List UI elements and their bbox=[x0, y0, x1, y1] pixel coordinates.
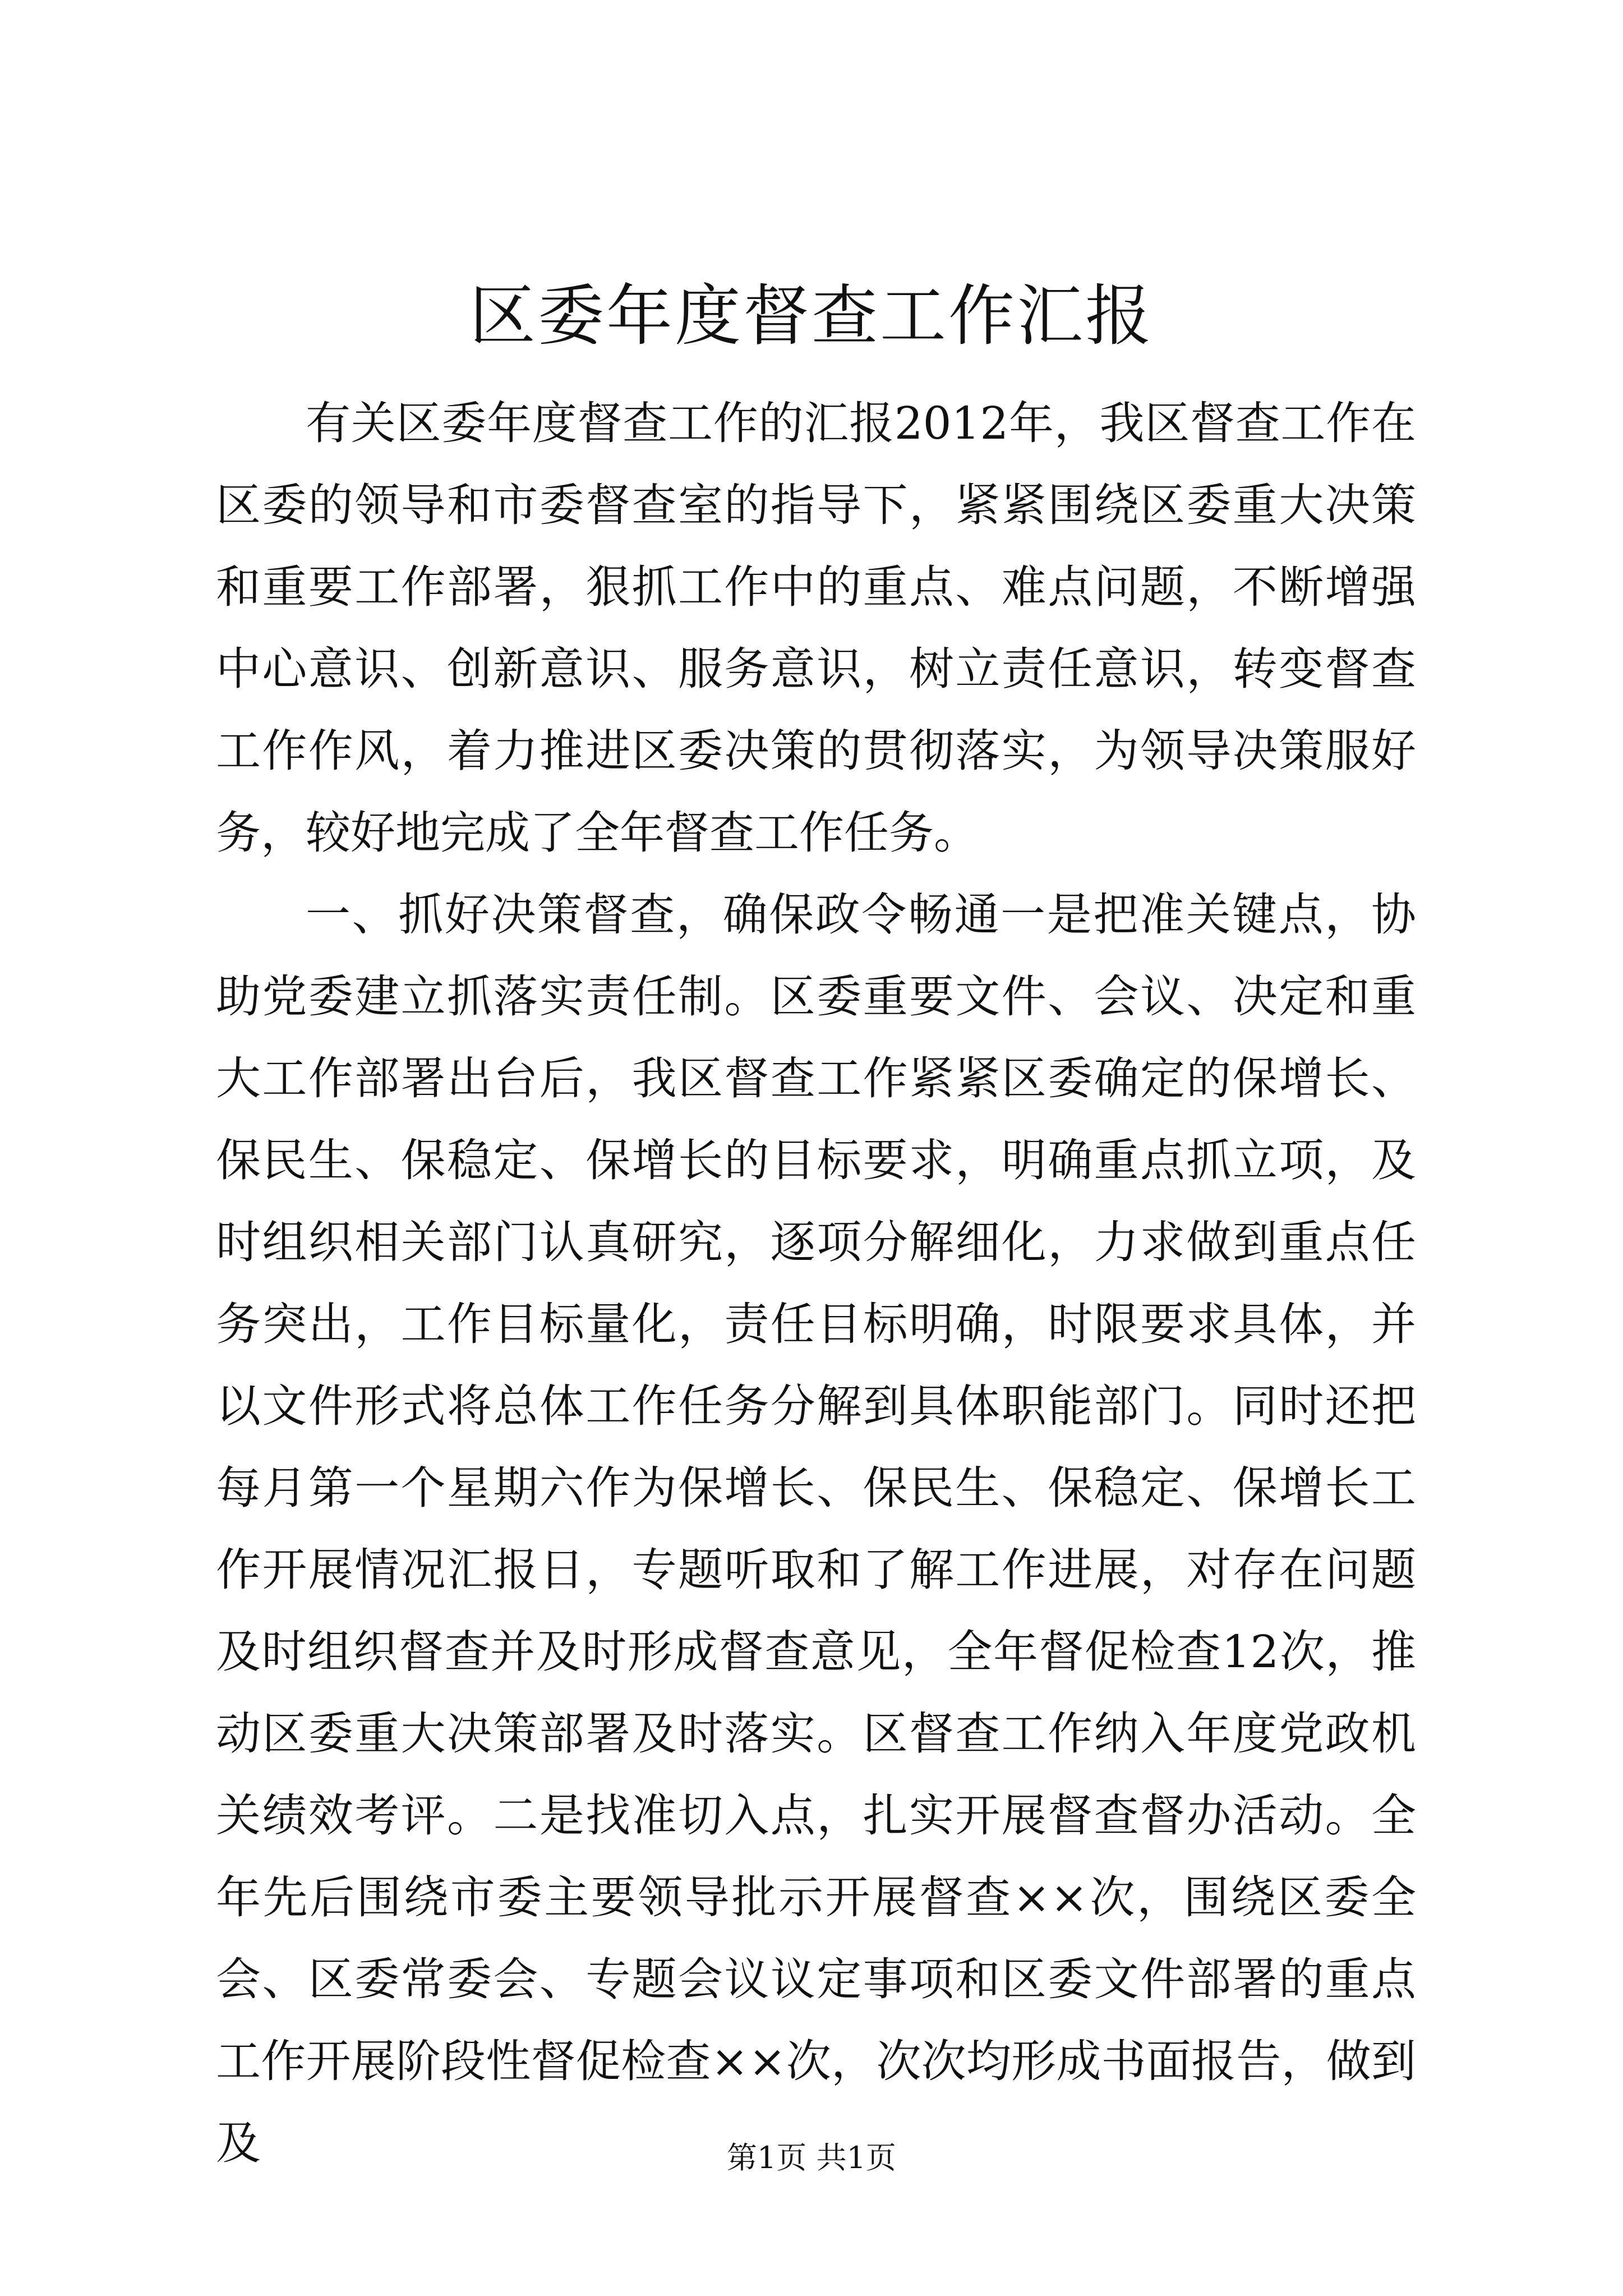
paragraph-intro: 有关区委年度督查工作的汇报2012年，我区督查工作在区委的领导和市委督查室的指导下，紧紧围绕区委重大决策和重要工作部署，狠抓工作中的重点、难点问题，不断增强中心意识、创新意识、服务意识，树立责任意识，转变督查工作作风，着力推进区委决策的贯彻落实，为领导决策服好务，较好地完成了全年督查工作任务。 bbox=[216, 397, 1416, 859]
paragraph-section-one: 一、抓好决策督查，确保政令畅通一是把准关键点，协助党委建立抓落实责任制。区委重要文件、会议、决定和重大工作部署出台后，我区督查工作紧紧区委确定的保增长、保民生、保稳定、保增长的目标要求，明确重点抓立项，及时组织相关部门认真研究，逐项分解细化，力求做到重点任务突出，工作目标量化，责任目标明确，时限要求具体，并以文件形式将总体工作任务分解到具体职能部门。同时还把每月第一个星期六作为保增长、保民生、保稳定、保增长工作开展情况汇报日，专题听取和了解工作进展，对存在问题及时组织督查并及时形成督查意见，全年督促检查12次，推动区委重大决策部署及时落实。区督查工作纳入年度党政机关绩效考评。二是找准切入点，扎实开展督查督办活动。全年先后围绕市委主要领导批示开展督查××次，围绕区委全会、区委常委会、专题会议议定事项和区委文件部署的重点工作开展阶段性督促检查××次，次次均形成书面报告，做到及 bbox=[216, 889, 1416, 2169]
document-title: 区委年度督查工作汇报 bbox=[469, 277, 1154, 355]
document-body bbox=[216, 383, 1416, 2184]
page-footer: 第1页 共1页 bbox=[727, 2140, 896, 2175]
